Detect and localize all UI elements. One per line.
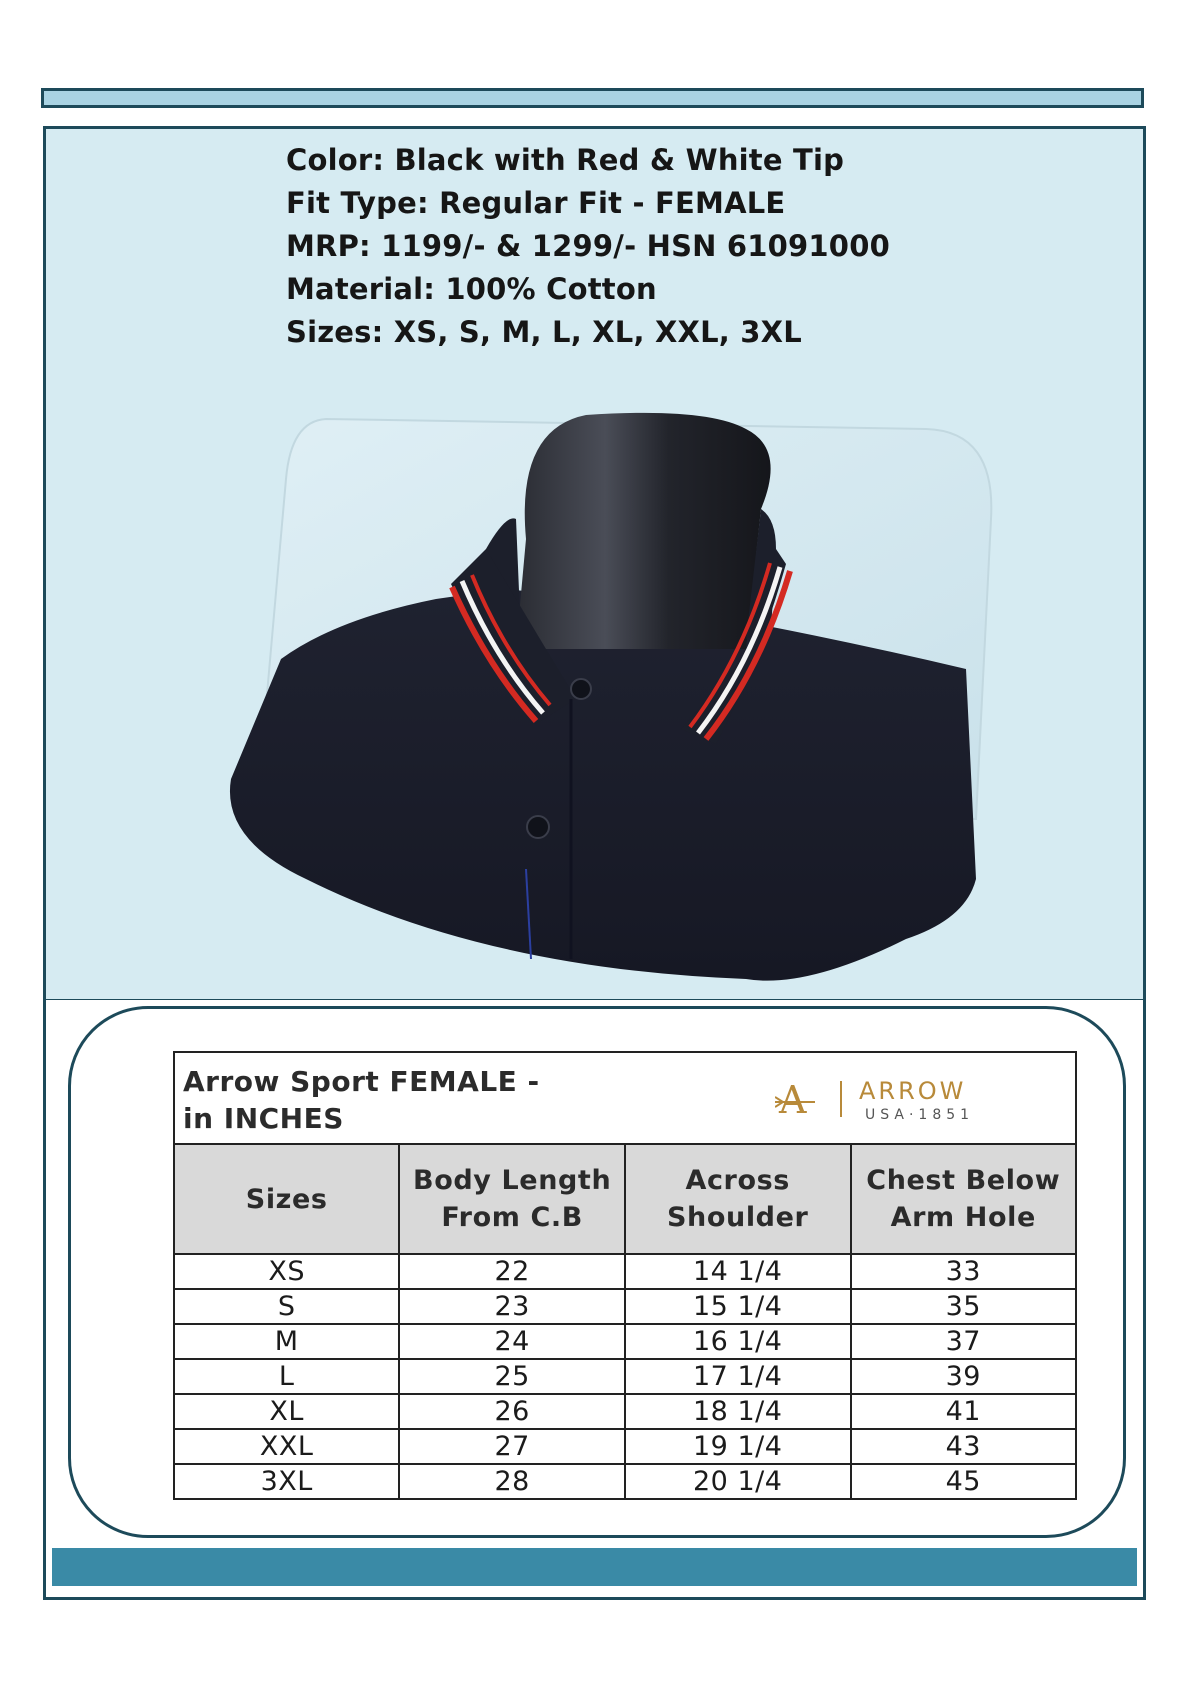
chest-cell: 41 (851, 1394, 1076, 1429)
fit-type-line: Fit Type: Regular Fit - FEMALE (286, 186, 786, 220)
shoulder-cell: 19 1/4 (625, 1429, 851, 1464)
size-cell: XXL (174, 1429, 399, 1464)
table-row (174, 1359, 1076, 1394)
body-length-cell: 25 (399, 1359, 625, 1394)
header-sizes: Sizes (174, 1144, 399, 1254)
top-decorative-band (41, 88, 1144, 108)
shoulder-cell: 18 1/4 (625, 1394, 851, 1429)
product-details (286, 139, 890, 354)
header-across-shoulder: Across Shoulder (625, 1144, 851, 1254)
table-caption: Arrow Sport FEMALE - in INCHES (183, 1065, 540, 1135)
mannequin-head (516, 413, 771, 649)
table-row (174, 1394, 1076, 1429)
size-cell: L (174, 1359, 399, 1394)
body-length-cell: 26 (399, 1394, 625, 1429)
body-length-cell: 22 (399, 1254, 625, 1289)
chest-cell: 33 (851, 1254, 1076, 1289)
chest-cell: 39 (851, 1359, 1076, 1394)
body-length-cell: 23 (399, 1289, 625, 1324)
chest-cell: 43 (851, 1429, 1076, 1464)
shoulder-cell: 16 1/4 (625, 1324, 851, 1359)
table-row (174, 1324, 1076, 1359)
bottom-decorative-band (52, 1548, 1137, 1586)
table-header-row (174, 1144, 1076, 1254)
size-chart-panel (43, 1000, 1146, 1600)
body-length-cell: 27 (399, 1429, 625, 1464)
table-row (174, 1254, 1076, 1289)
arrow-brand-logo (775, 1075, 1035, 1123)
table-caption-row (174, 1052, 1076, 1144)
top-button (571, 679, 591, 699)
size-cell: 3XL (174, 1464, 399, 1499)
header-chest: Chest Below Arm Hole (851, 1144, 1076, 1254)
table-row (174, 1429, 1076, 1464)
size-cell: M (174, 1324, 399, 1359)
polo-shirt-photo (186, 399, 1056, 989)
body-length-cell: 28 (399, 1464, 625, 1499)
chest-cell: 37 (851, 1324, 1076, 1359)
brand-name: ARROW (859, 1077, 967, 1105)
size-chart-frame (68, 1006, 1126, 1538)
header-body-length: Body Length From C.B (399, 1144, 625, 1254)
shoulder-cell: 15 1/4 (625, 1289, 851, 1324)
size-cell: XL (174, 1394, 399, 1429)
sizes-line: Sizes: XS, S, M, L, XL, XXL, 3XL (286, 315, 802, 349)
material-line: Material: 100% Cotton (286, 272, 657, 306)
table-row (174, 1464, 1076, 1499)
body-length-cell: 24 (399, 1324, 625, 1359)
second-button (527, 816, 549, 838)
color-line: Color: Black with Red & White Tip (286, 143, 845, 177)
size-cell: XS (174, 1254, 399, 1289)
size-cell: S (174, 1289, 399, 1324)
chest-cell: 35 (851, 1289, 1076, 1324)
size-chart-table (173, 1051, 1077, 1500)
shoulder-cell: 17 1/4 (625, 1359, 851, 1394)
table-row (174, 1289, 1076, 1324)
mrp-line: MRP: 1199/- & 1299/- HSN 61091000 (286, 229, 890, 263)
shoulder-cell: 14 1/4 (625, 1254, 851, 1289)
brand-tagline: USA·1851 (865, 1107, 975, 1123)
product-info-panel (43, 126, 1146, 1002)
chest-cell: 45 (851, 1464, 1076, 1499)
shoulder-cell: 20 1/4 (625, 1464, 851, 1499)
svg-text:A: A (779, 1078, 807, 1122)
